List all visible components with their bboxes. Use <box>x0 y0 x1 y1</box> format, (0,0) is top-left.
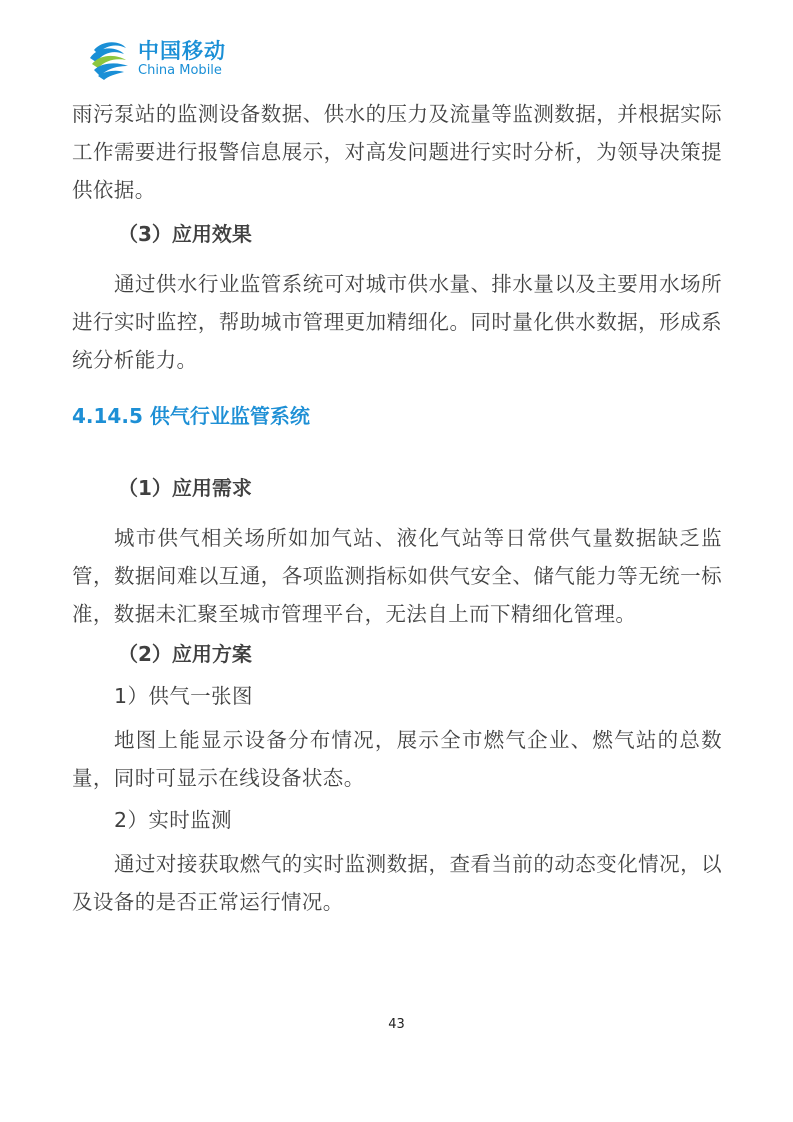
logo-english-text: China Mobile <box>138 62 222 78</box>
page-number: 43 <box>388 1017 405 1032</box>
china-mobile-logo <box>86 36 226 82</box>
logo-chinese-text: 中国移动 <box>138 38 226 63</box>
list-item-text-realtime-monitoring: 通过对接获取燃气的实时监测数据，查看当前的动态变化情况，以及设备的是否正常运行情况。 <box>72 852 722 914</box>
paragraph-water-effect: 通过供水行业监管系统可对城市供水量、排水量以及主要用水场所进行实时监控，帮助城市管理更加精细化。同时量化供水数据，形成系统分析能力。 <box>72 272 722 372</box>
subheading-application-effect: （3）应用效果 <box>118 222 252 246</box>
paragraph-gas-demand: 城市供气相关场所如加气站、液化气站等日常供气量数据缺乏监管，数据间难以互通，各项监测指标如供气安全、储气能力等无统一标准，数据未汇聚至城市管理平台，无法自上而下精细化管理。 <box>72 526 722 626</box>
section-heading-gas-supervision: 4.14.5 供气行业监管系统 <box>72 404 310 428</box>
list-item-title-gas-map: 1）供气一张图 <box>114 684 253 708</box>
subheading-application-plan: （2）应用方案 <box>118 642 252 666</box>
paragraph-water-monitoring: 雨污泵站的监测设备数据、供水的压力及流量等监测数据，并根据实际工作需要进行报警信息展示，对高发问题进行实时分析，为领导决策提供依据。 <box>72 102 722 202</box>
list-item-title-realtime-monitoring: 2）实时监测 <box>114 808 232 832</box>
list-item-text-gas-map: 地图上能显示设备分布情况，展示全市燃气企业、燃气站的总数量，同时可显示在线设备状态。 <box>72 728 722 790</box>
document-body <box>72 95 722 921</box>
subheading-application-demand: （1）应用需求 <box>118 476 252 500</box>
china-mobile-logo-icon <box>86 36 132 82</box>
